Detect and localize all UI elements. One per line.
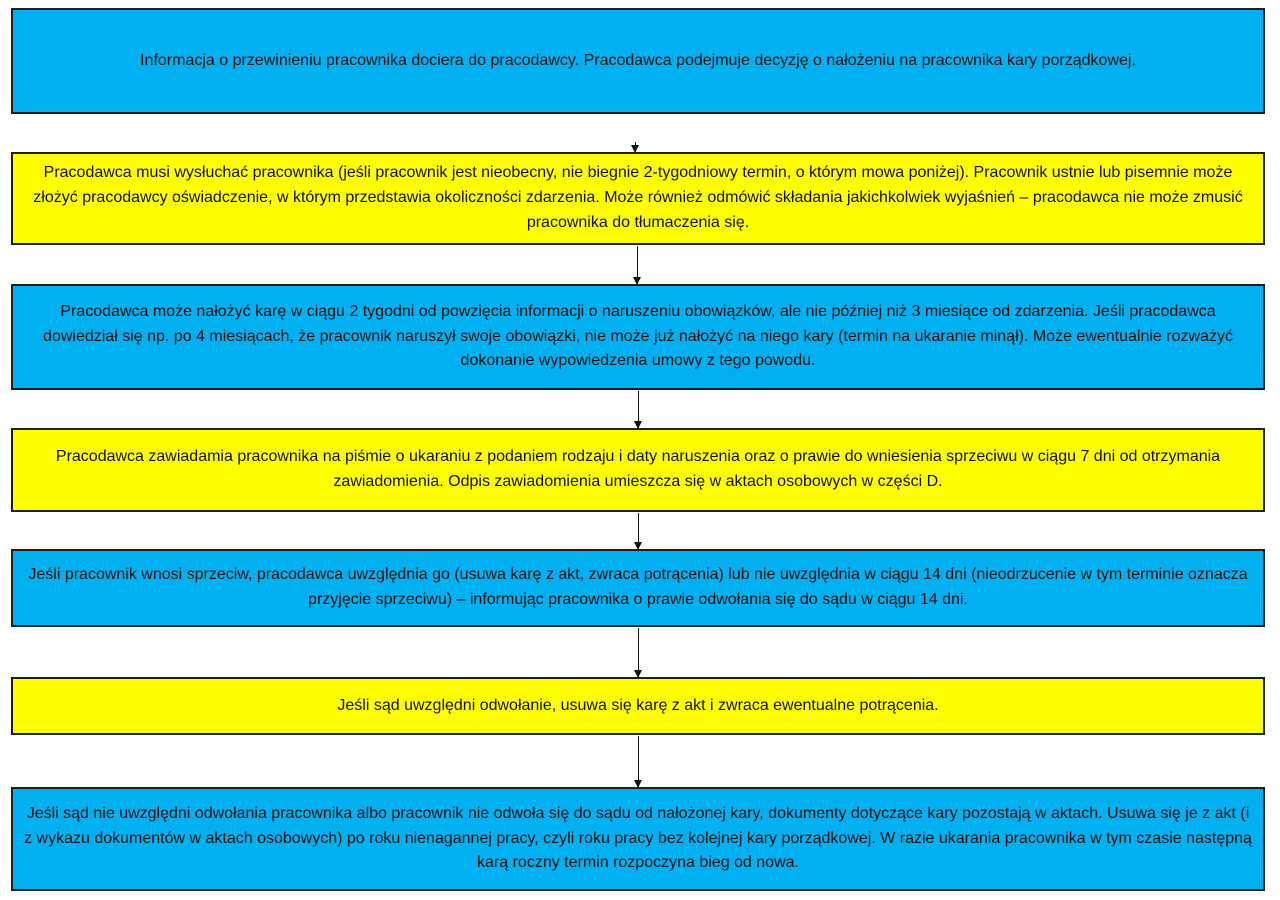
flow-arrow-2 xyxy=(637,246,638,284)
flow-step-3 xyxy=(11,284,1265,390)
flow-arrow-4-head xyxy=(634,542,642,550)
flow-arrow-5-head xyxy=(634,670,642,678)
flow-arrow-6-head xyxy=(634,780,642,788)
flow-step-3-text: Pracodawca może nałożyć karę w ciągu 2 tygodni od powzięcia informacji o naruszeniu obowiązków, ale nie później niż 3 miesiące od zdarzenia. Jeśli pracodawca dowiedział się np. po 4 miesiącach, że pracownik naruszył swoje obowiązki, nie może już nałożyć na niego kary (termin na ukaranie minął). Może ewentualnie rozważyć dokonanie wypowiedzenia umowy z tego powodu. xyxy=(43,302,1233,370)
flow-arrow-1 xyxy=(635,142,636,152)
flow-arrow-5 xyxy=(638,628,639,677)
flow-step-2-text: Pracodawca musi wysłuchać pracownika (jeśli pracownik jest nieobecny, nie biegnie 2-tygodniowy termin, o którym mowa poniżej). Pracownik ustnie lub pisemnie może złożyć pracodawcy oświadczenie, w którym przedstawia okoliczności zdarzenia. Może również odmówić składania jakichkolwiek wyjaśnień – pracodawca nie może zmusić pracownika do tłumaczenia się. xyxy=(33,164,1243,231)
flow-step-5 xyxy=(11,549,1265,627)
flow-step-5-text: Jeśli pracownik wnosi sprzeciw, pracodawca uwzględnia go (usuwa karę z akt, zwraca potrącenia) lub nie uwzględnia w ciągu 14 dni (nieodrzucenie w tym terminie oznacza przyjęcie sprzeciwu) – informując pracownika o prawie odwołania się do sądu w ciągu 14 dni. xyxy=(28,566,1248,608)
flow-arrow-2-head xyxy=(633,277,641,285)
flow-step-2 xyxy=(11,152,1265,245)
flow-step-7 xyxy=(11,787,1265,891)
flow-arrow-3-head xyxy=(634,421,642,429)
flow-step-4 xyxy=(11,428,1265,512)
flow-arrow-1-head xyxy=(631,145,639,153)
flow-arrow-4 xyxy=(638,513,639,549)
flow-step-6 xyxy=(11,677,1265,735)
flow-step-1-text: Informacja o przewinieniu pracownika dociera do pracodawcy. Pracodawca podejmuje decyzję o nałożeniu na pracownika kary porządkowej. xyxy=(140,51,1136,69)
flow-arrow-3 xyxy=(638,391,639,428)
flow-step-4-text: Pracodawca zawiadamia pracownika na piśmie o ukaraniu z podaniem rodzaju i daty naruszenia oraz o prawie do wniesienia sprzeciwu w ciągu 7 dni od otrzymania zawiadomienia. Odpis zawiadomienia umieszcza się w aktach osobowych w części D. xyxy=(55,448,1221,490)
flow-step-6-text: Jeśli sąd uwzględni odwołanie, usuwa się karę z akt i zwraca ewentualne potrącenia. xyxy=(337,696,939,714)
flow-step-7-text: Jeśli sąd nie uwzględni odwołania pracownika albo pracownik nie odwoła się do sądu od nałożonej kary, dokumenty dotyczące kary pozostają w aktach. Usuwa się je z akt (i z wykazu dokumentów w aktach osobowych) po roku nienagannej pracy, czyli roku pracy bez kolejnej kary porządkowej. W razie ukarania pracownika w tym czasie następną karą roczny termin rozpoczyna bieg od nowa. xyxy=(24,804,1252,872)
flow-step-1 xyxy=(11,8,1265,114)
flow-arrow-6 xyxy=(638,736,639,787)
